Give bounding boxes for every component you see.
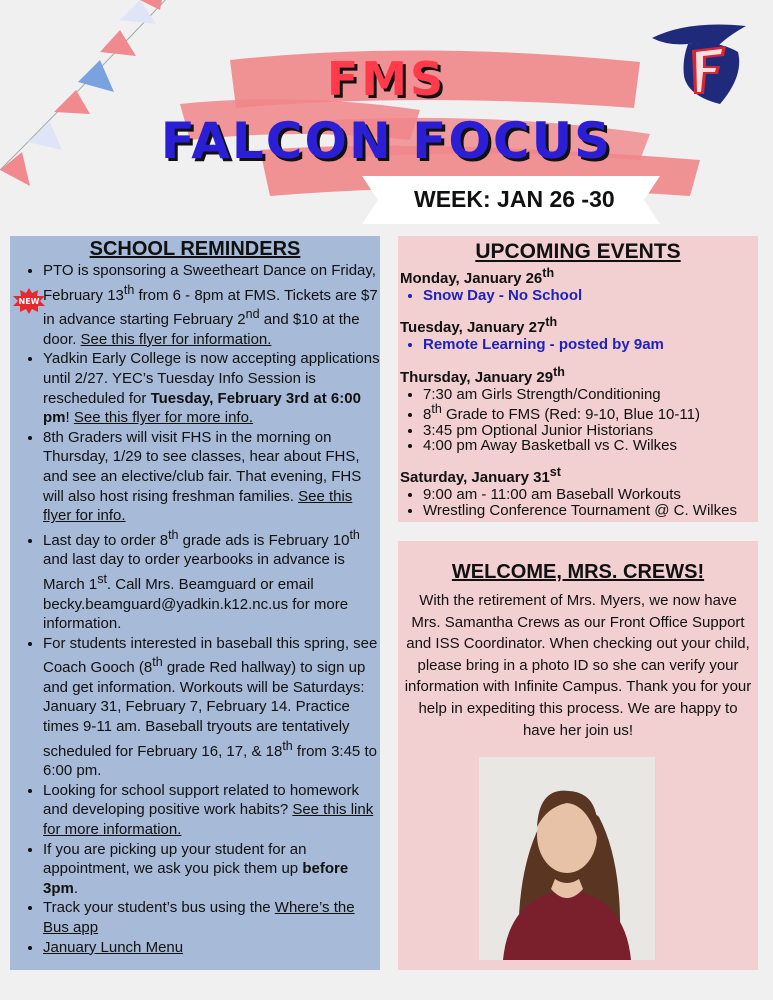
list-item: • For students interested in baseball this spring, see Coach Gooch (8th grade Red hallway) to sign up and get information. Workouts will be Saturdays: January 31, February 7, February 14. Practice times 9-11 am. Baseball tryouts are tentatively scheduled for February 16, 17, & 18th from 3:45 to 6:00 pm. — [43, 634, 380, 781]
staff-photo — [479, 757, 655, 960]
lunch-menu-link[interactable]: January Lunch Menu — [43, 938, 184, 956]
list-item: • If you are picking up your student for an appointment, we ask you pick them up before 3pm. — [43, 840, 380, 899]
list-item: • Last day to order 8th grade ads is February 10th and last day to order yearbooks in advance is March 1st. Call Mrs. Beamguard or email becky.beamguard@yadkin.k12.nc.us for more information. — [43, 526, 380, 634]
yec-flyer-link[interactable]: See this flyer for more info. — [73, 409, 254, 427]
reminders-list — [10, 261, 380, 957]
event-day-thursday: Thursday, January 29th — [400, 364, 565, 386]
upcoming-events-heading: UPCOMING EVENTS — [475, 240, 681, 263]
new-badge — [12, 288, 46, 314]
list-item: • 4:00 pm Away Basketball vs C. Wilkes — [423, 438, 758, 453]
list-item: • 9:00 am - 11:00 am Baseball Workouts — [423, 487, 758, 502]
event-list — [398, 337, 758, 352]
list-item: • Remote Learning - posted by 9am — [423, 337, 758, 352]
week-label: WEEK: JAN 26 -30 — [414, 186, 615, 212]
list-item: • 8th Graders will visit FHS in the morning on Thursday, 1/29 to see classes, hear about FHS, and see an elective/club fair. That evening, FHS will also host rising freshman families. See this flyer for info. — [43, 428, 380, 526]
support-link[interactable]: See this link for more information. — [43, 801, 374, 839]
title-falcon-focus: FALCON FOCUS — [160, 112, 613, 170]
event-day-saturday: Saturday, January 31st — [400, 465, 561, 487]
list-item: • Looking for school support related to homework and developing positive work habits? See this link for more information. — [43, 781, 380, 840]
welcome-heading: WELCOME, MRS. CREWS! — [451, 561, 705, 583]
list-item: • 7:30 am Girls Strength/Conditioning — [423, 387, 758, 402]
event-day-tuesday: Tuesday, January 27th — [400, 315, 558, 337]
list-item — [43, 938, 380, 958]
welcome-panel — [398, 541, 758, 970]
list-item: • Yadkin Early College is now accepting applications until 2/27. YEC’s Tuesday Info Session is rescheduled for Tuesday, February 3rd at 6:00 pm! See this flyer for more info. — [43, 349, 380, 427]
event-list — [398, 487, 758, 518]
list-item: • PTO is sponsoring a Sweetheart Dance on Friday, February 13th from 6 - 8pm at FMS. Tickets are $7 in advance starting February 2nd and $10 at the door. See this flyer for information. — [43, 261, 380, 349]
list-item: • Track your student’s bus using the Where’s the Bus app — [43, 898, 380, 937]
school-reminders-heading: SCHOOL REMINDERS — [89, 238, 301, 260]
welcome-body: With the retirement of Mrs. Myers, we now have Mrs. Samantha Crews as our Front Office Support and ISS Coordinator. When checking out your child, please bring in a photo ID so she can verify your information with Infinite Campus. Thank you for your help in expediting this process. We are happy to have her join us! — [404, 592, 752, 739]
list-item: • 8th Grade to FMS (Red: 9-10, Blue 10-11) — [423, 402, 758, 422]
list-item: • Wrestling Conference Tournament @ C. Wilkes — [423, 503, 758, 518]
dance-flyer-link[interactable]: See this flyer for information. — [80, 330, 272, 348]
event-list — [398, 288, 758, 303]
upcoming-events-panel — [398, 236, 758, 522]
event-day-monday: Monday, January 26th — [400, 266, 555, 287]
fhs-flyer-link[interactable]: See this flyer for info. — [43, 487, 353, 525]
event-list — [398, 387, 758, 454]
falcon-logo-icon — [648, 16, 750, 108]
list-item: • Snow Day - No School — [423, 288, 758, 303]
school-reminders-panel — [10, 236, 380, 970]
new-badge-text: NEW — [18, 297, 40, 306]
title-fms: FMS — [326, 52, 447, 106]
bus-app-link[interactable]: Where’s the Bus app — [43, 899, 355, 936]
list-item: • 3:45 pm Optional Junior Historians — [423, 423, 758, 438]
